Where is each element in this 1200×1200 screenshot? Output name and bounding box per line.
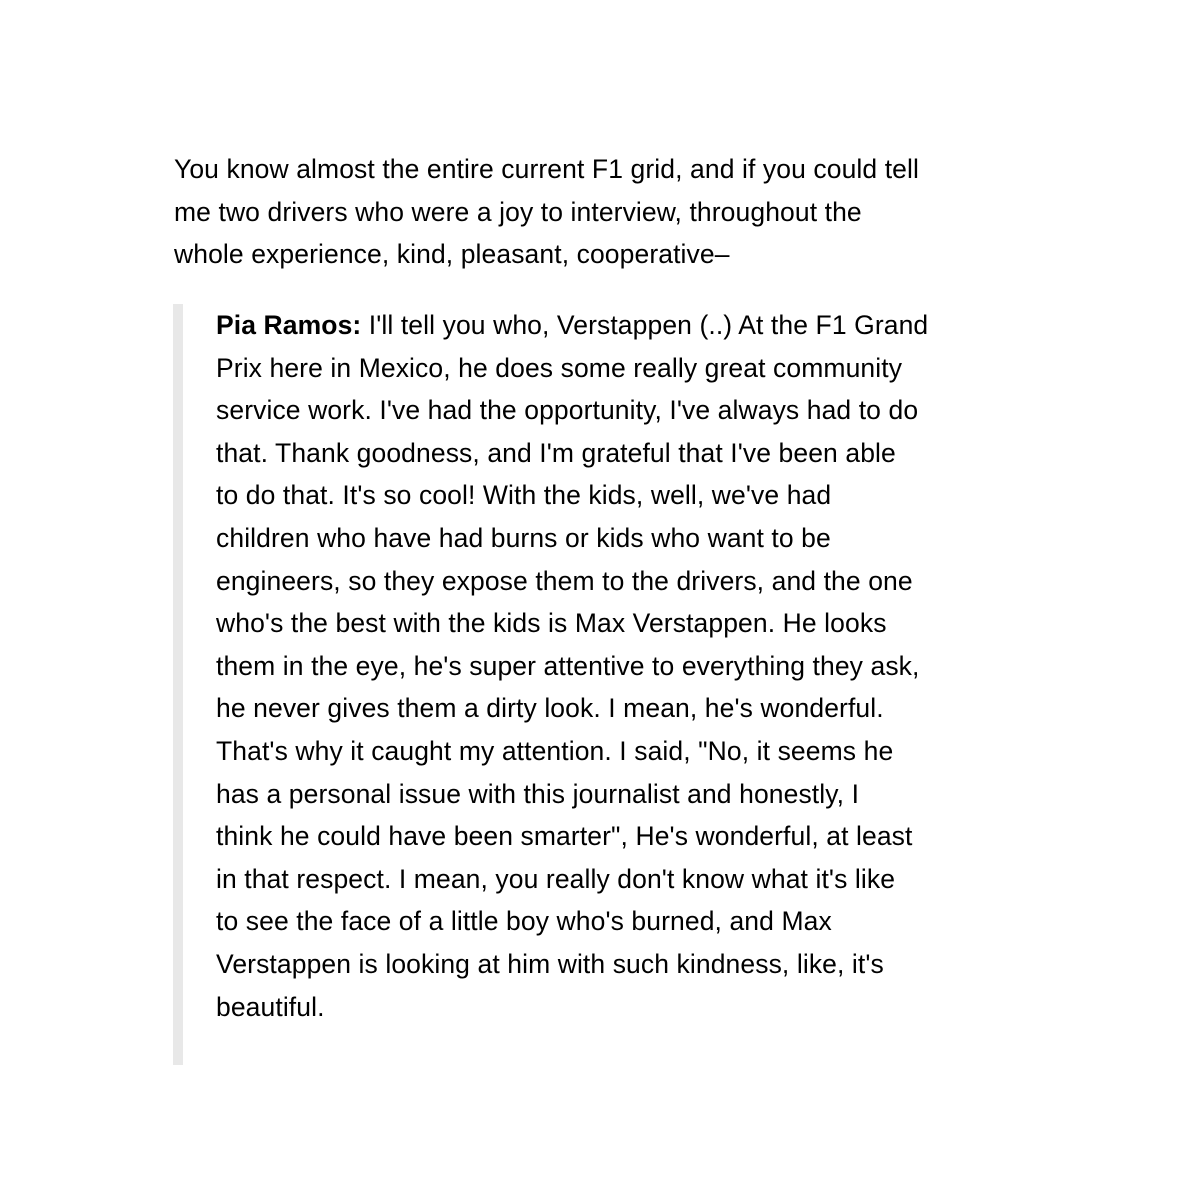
speaker-name: Pia Ramos: — [216, 310, 362, 340]
answer-text — [216, 304, 976, 1028]
answer-line: has a personal issue with this journalist and honestly, I — [216, 778, 860, 809]
answer-line: I'll tell you who, Verstappen (..) At the F1 Grand — [361, 310, 929, 340]
interview-question — [174, 148, 994, 276]
answer-line: to do that. It's so cool! With the kids, well, we've had — [216, 480, 832, 511]
question-line: me two drivers who were a joy to interview, throughout the — [174, 196, 862, 227]
question-line: You know almost the entire current F1 grid, and if you could tell — [174, 154, 919, 184]
answer-line: children who have had burns or kids who want to be — [216, 522, 831, 553]
answer-line: in that respect. I mean, you really don't know what it's like — [216, 863, 896, 894]
answer-line: to see the face of a little boy who's burned, and Max — [216, 906, 832, 937]
answer-line: them in the eye, he's super attentive to everything they ask, — [216, 650, 920, 681]
answer-blockquote — [173, 304, 963, 1065]
answer-line: that. Thank goodness, and I'm grateful that I've been able — [216, 437, 896, 468]
answer-line: engineers, so they expose them to the drivers, and the one — [216, 565, 913, 596]
answer-line: think he could have been smarter", He's wonderful, at least — [216, 821, 913, 852]
answer-line: who's the best with the kids is Max Verstappen. He looks — [216, 608, 887, 639]
answer-line: he never gives them a dirty look. I mean, he's wonderful. — [216, 693, 884, 724]
question-line: whole experience, kind, pleasant, cooperative– — [174, 239, 730, 270]
answer-line: Verstappen is looking at him with such kindness, like, it's — [216, 948, 884, 979]
answer-line: beautiful. — [216, 991, 325, 1022]
answer-line: That's why it caught my attention. I said, "No, it seems he — [216, 735, 894, 766]
answer-line: service work. I've had the opportunity, I've always had to do — [216, 395, 919, 426]
answer-line: Prix here in Mexico, he does some really great community — [216, 352, 903, 383]
